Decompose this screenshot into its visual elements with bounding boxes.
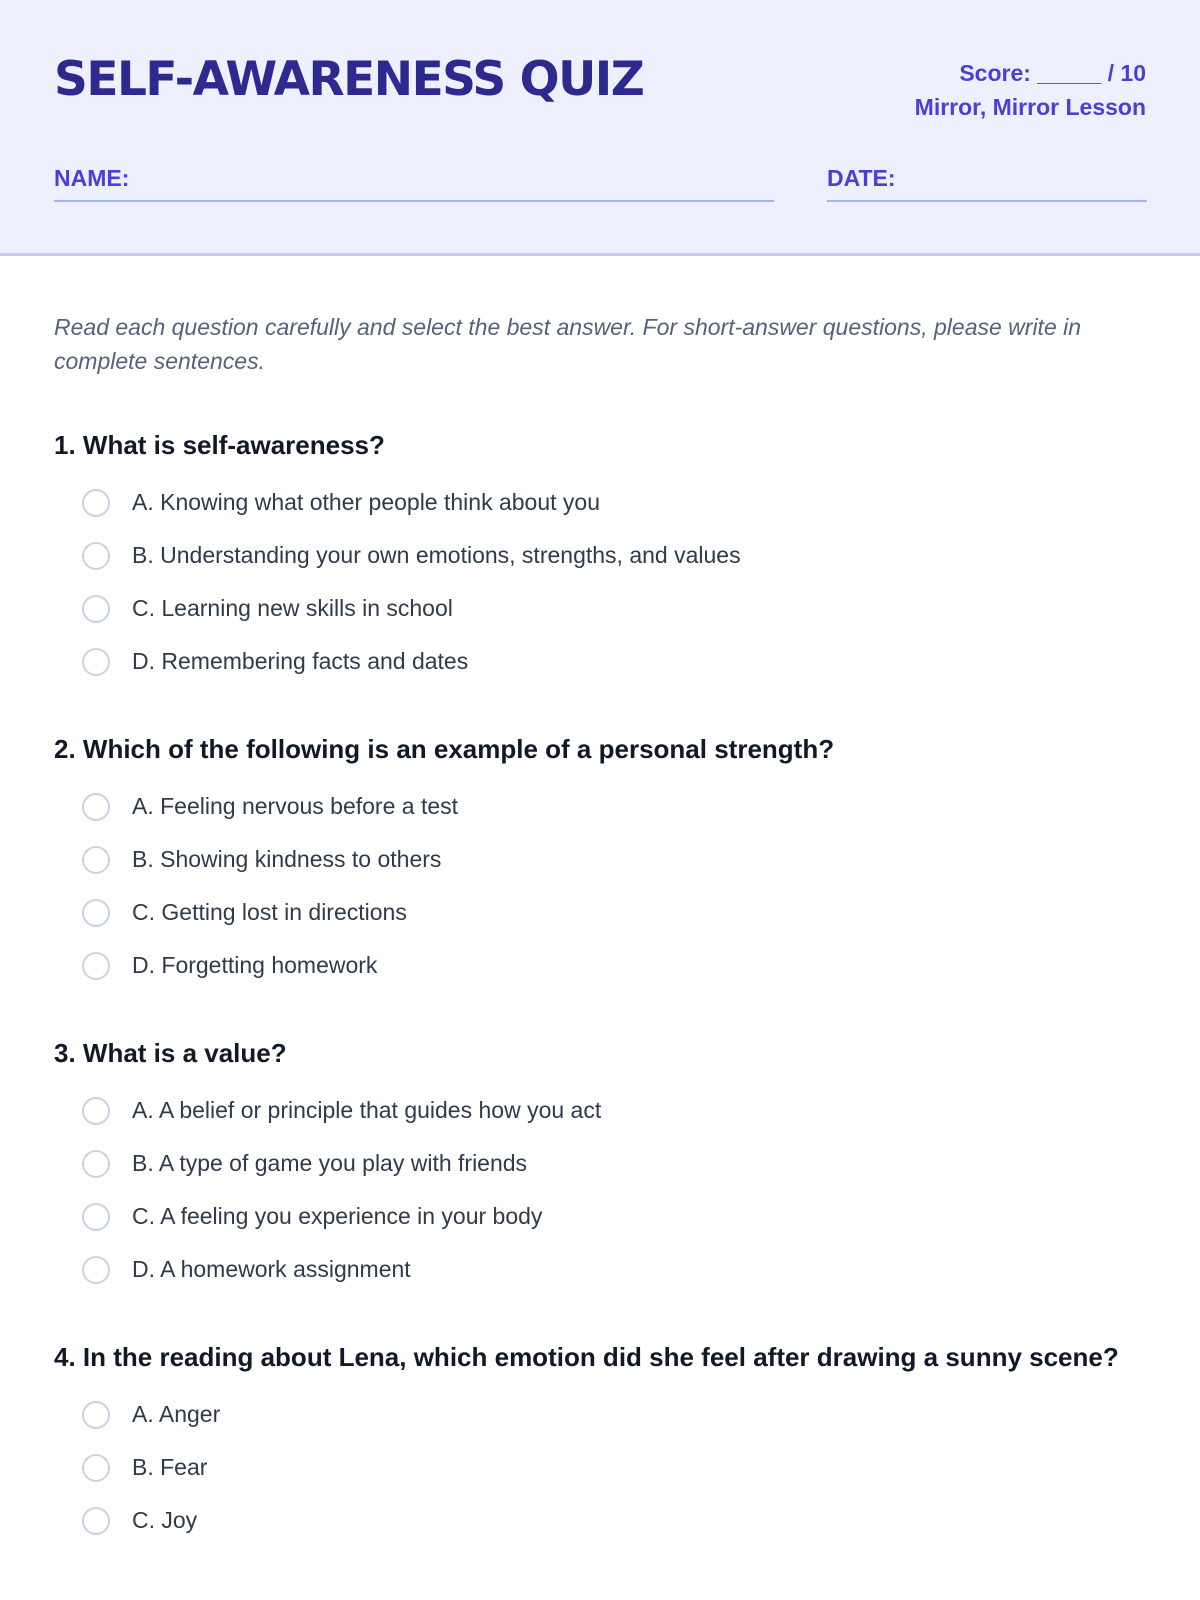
page-title: SELF-AWARENESS QUIZ <box>54 52 644 107</box>
option-label: B. A type of game you play with friends <box>132 1150 528 1176</box>
option-1c[interactable] <box>54 582 1154 635</box>
date-label: DATE: <box>827 165 896 191</box>
option-label: D. Remembering facts and dates <box>132 648 469 674</box>
radio-button[interactable] <box>82 1150 110 1178</box>
option-3c[interactable] <box>54 1190 1154 1243</box>
option-label: D. A homework assignment <box>132 1256 411 1282</box>
radio-button[interactable] <box>82 1203 110 1231</box>
radio-button[interactable] <box>82 542 110 570</box>
question-2 <box>54 732 1154 992</box>
question-text: 3. What is a value? <box>54 1038 287 1068</box>
radio-button[interactable] <box>82 595 110 623</box>
radio-button[interactable] <box>82 1256 110 1284</box>
option-3a[interactable] <box>54 1084 1154 1137</box>
radio-button[interactable] <box>82 793 110 821</box>
quiz-header <box>0 0 1200 256</box>
option-1d[interactable] <box>54 635 1154 688</box>
option-label: A. Anger <box>132 1401 221 1427</box>
option-label: D. Forgetting homework <box>132 952 378 978</box>
lesson-label: Mirror, Mirror Lesson <box>914 94 1146 120</box>
option-4a[interactable] <box>54 1388 1154 1441</box>
radio-button[interactable] <box>82 1401 110 1429</box>
quiz-body <box>54 310 1154 1591</box>
option-label: C. Joy <box>132 1507 198 1533</box>
option-label: A. Feeling nervous before a test <box>132 793 459 819</box>
radio-button[interactable] <box>82 952 110 980</box>
option-3b[interactable] <box>54 1137 1154 1190</box>
option-label: C. Learning new skills in school <box>132 595 453 621</box>
instructions: Read each question carefully and select the best answer. For short-answer questions, please write in complete sentences. <box>54 314 1082 374</box>
question-1 <box>54 428 1154 688</box>
radio-button[interactable] <box>82 1097 110 1125</box>
radio-button[interactable] <box>82 1507 110 1535</box>
option-2a[interactable] <box>54 780 1154 833</box>
option-2b[interactable] <box>54 833 1154 886</box>
option-label: B. Understanding your own emotions, strengths, and values <box>132 542 741 568</box>
option-2c[interactable] <box>54 886 1154 939</box>
radio-button[interactable] <box>82 899 110 927</box>
name-label: NAME: <box>54 165 130 191</box>
option-3d[interactable] <box>54 1243 1154 1296</box>
radio-button[interactable] <box>82 489 110 517</box>
question-text: 4. In the reading about Lena, which emotion did she feel after drawing a sunny scene? <box>54 1342 1119 1372</box>
option-4c[interactable] <box>54 1494 1154 1547</box>
option-label: A. Knowing what other people think about you <box>132 489 600 515</box>
option-label: C. Getting lost in directions <box>132 899 407 925</box>
option-label: C. A feeling you experience in your body <box>132 1203 543 1229</box>
radio-button[interactable] <box>82 648 110 676</box>
question-text: 1. What is self-awareness? <box>54 430 385 460</box>
question-4 <box>54 1340 1154 1547</box>
option-2d[interactable] <box>54 939 1154 992</box>
header-info <box>915 56 1146 124</box>
radio-button[interactable] <box>82 1454 110 1482</box>
option-4b[interactable] <box>54 1441 1154 1494</box>
date-field[interactable] <box>827 160 1147 202</box>
option-label: A. A belief or principle that guides how you act <box>132 1097 602 1123</box>
option-1b[interactable] <box>54 529 1154 582</box>
question-text: 2. Which of the following is an example of a personal strength? <box>54 734 835 764</box>
question-3 <box>54 1036 1154 1296</box>
option-label: B. Fear <box>132 1454 208 1480</box>
radio-button[interactable] <box>82 846 110 874</box>
name-field[interactable] <box>54 160 774 202</box>
score-label: Score: _____ / 10 <box>959 60 1146 86</box>
option-1a[interactable] <box>54 476 1154 529</box>
option-label: B. Showing kindness to others <box>132 846 442 872</box>
